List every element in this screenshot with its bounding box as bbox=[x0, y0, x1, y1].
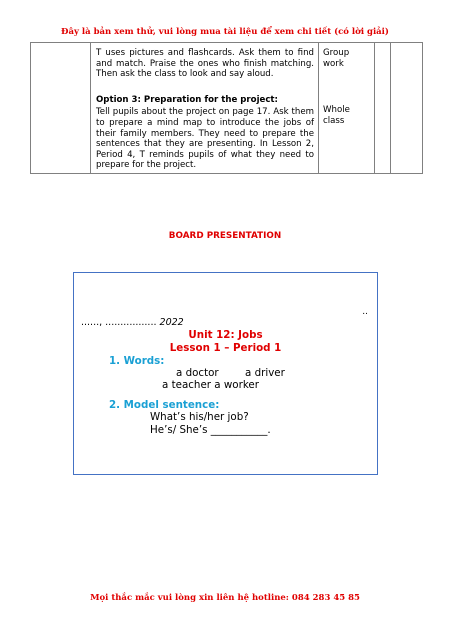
preview-notice: Đây là bản xem thử, vui lòng mua tài liệu để xem chi tiết (có lời giải) bbox=[61, 27, 389, 37]
board-date: ......, ................. 2022 bbox=[81, 317, 184, 328]
table-row bbox=[31, 43, 423, 174]
mode-whole-class: Whole class bbox=[323, 105, 350, 126]
model-sentence-heading: 2. Model sentence: bbox=[109, 399, 220, 411]
activity-cell bbox=[91, 43, 319, 174]
model-sentence-answer: He’s/ She’s ___________. bbox=[150, 424, 271, 436]
hotline-notice: Mọi thắc mắc vui lòng xin liên hệ hotline: 084 283 45 85 bbox=[90, 593, 360, 603]
option3-text: Tell pupils about the project on page 17. Ask them to prepare a mind map to introduce the jobs of their family members. They need to prepare the sentences that they are presenting. In Lesson 2, Period 4, T reminds pupils of what they need to prepare for the project. bbox=[96, 107, 314, 171]
board-presentation-title: BOARD PRESENTATION bbox=[168, 231, 282, 241]
activity-text: T uses pictures and flashcards. Ask them to find and match. Praise the ones who finish matching. Then ask the class to look and say aloud. bbox=[96, 48, 314, 80]
board-lesson: Lesson 1 – Period 1 bbox=[169, 342, 282, 354]
table-cell-empty bbox=[31, 43, 91, 174]
model-sentence-question: What’s his/her job? bbox=[150, 411, 249, 423]
board-box bbox=[73, 272, 378, 475]
words-line-2: a teacher a worker bbox=[162, 379, 259, 391]
mode-cell bbox=[319, 43, 375, 174]
mode-group-work: Group work bbox=[323, 48, 350, 69]
word-driver: a driver bbox=[245, 367, 285, 379]
table-cell-empty bbox=[375, 43, 391, 174]
board-unit: Unit 12: Jobs bbox=[188, 329, 263, 341]
words-heading: 1. Words: bbox=[109, 355, 165, 367]
table-cell-empty bbox=[391, 43, 423, 174]
board-dots: .. bbox=[362, 307, 368, 317]
option3-title: Option 3: Preparation for the project: bbox=[96, 94, 278, 105]
word-doctor: a doctor bbox=[176, 367, 219, 379]
lesson-plan-table bbox=[30, 42, 423, 174]
